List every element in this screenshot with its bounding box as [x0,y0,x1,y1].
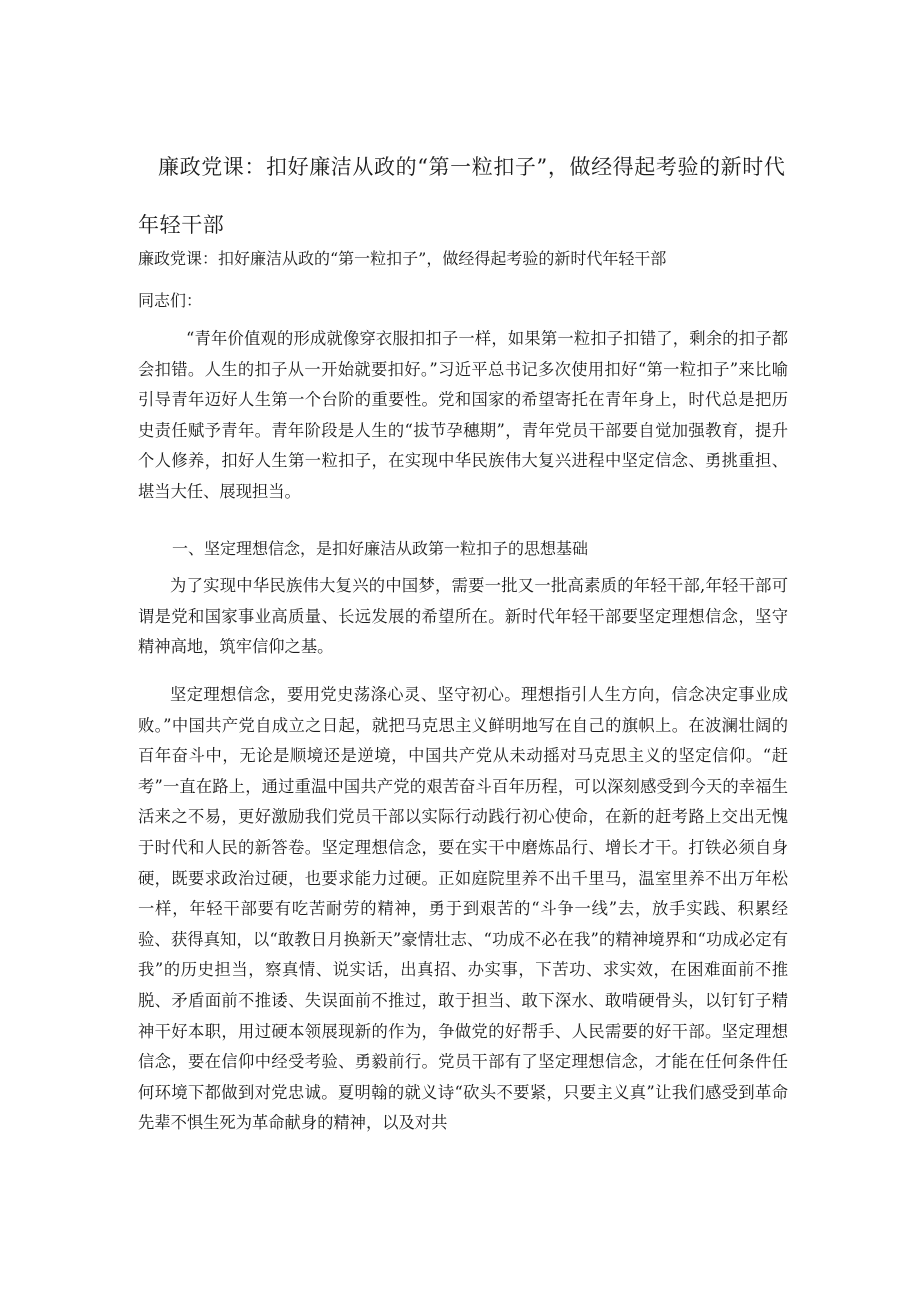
document-title: 廉政党课：扣好廉洁从政的“第一粒扣子”，做经得起考验的新时代年轻干部 [138,155,786,237]
paragraph-section1-body: 坚定理想信念，要用党史荡涤心灵、坚守初心。理想指引人生方向，信念决定事业成败。”中国共产党自成立之日起，就把马克思主义鲜明地写在自己的旗帜上。在波澜壮阔的百年奋斗中，无论是顺境还是逆境，中国共产党从未动摇对马克思主义的坚定信仰。“赶考”一直在路上，通过重温中国共产党的艰苦奋斗百年历程，可以深刻感受到今天的幸福生活来之不易，更好激励我们党员干部以实际行动践行初心使命，在新的赶考路上交出无愧于时代和人民的新答卷。坚定理想信念，要在实干中磨炼品行、增长才干。打铁必须自身硬，既要求政治过硬，也要求能力过硬。正如庭院里养不出千里马，温室里养不出万年松一样，年轻干部要有吃苦耐劳的精神，勇于到艰苦的“斗争一线”去，放手实践、积累经验、获得真知，以“敢教日月换新天”豪情壮志、“功成不必在我”的精神境界和“功成必定有我”的历史担当，察真情、说实话，出真招、办实事，下苦功、求实效，在困难面前不推脱、矛盾面前不推诿、失误面前不推过，敢于担当、敢下深水、敢啃硬骨头，以钉钉子精神干好本职，用过硬本领展现新的作为，争做党的好帮手、人民需要的好干部。坚定理想信念，要在信仰中经受考验、勇毅前行。党员干部有了坚定理想信念，才能在任何条件任何环境下都做到对党忠诚。夏明翰的就义诗“砍头不要紧，只要主义真”让我们感受到革命先辈不惧生死为革命献身的精神，以及对共 [138,685,788,1133]
salutation: 同志们： [138,291,203,310]
section-heading-1: 一、坚定理想信念，是扣好廉洁从政第一粒扣子的思想基础 [172,539,589,558]
document-subtitle: 廉政党课：扣好廉洁从政的“第一粒扣子”，做经得起考验的新时代年轻干部 [138,249,667,268]
paragraph-section1-intro: 为了实现中华民族伟大复兴的中国梦，需要一批又一批高素质的年轻干部,年轻干部可谓是党和国家事业高质量、长远发展的希望所在。新时代年轻干部要坚定理想信念，坚守精神高地，筑牢信仰之基。 [138,576,788,657]
paragraph-intro: “青年价值观的形成就像穿衣服扣扣子一样，如果第一粒扣子扣错了，剩余的扣子都会扣错。人生的扣子从一开始就要扣好。”习近平总书记多次使用扣好“第一粒扣子”来比喻引导青年迈好人生第一个台阶的重要性。党和国家的希望寄托在青年身上，时代总是把历史责任赋予青年。青年阶段是人生的“拔节孕穗期”，青年党员干部要自觉加强教育，提升个人修养，扣好人生第一粒扣子，在实现中华民族伟大复兴进程中坚定信念、勇挑重担、堪当大任、展现担当。 [138,329,788,501]
